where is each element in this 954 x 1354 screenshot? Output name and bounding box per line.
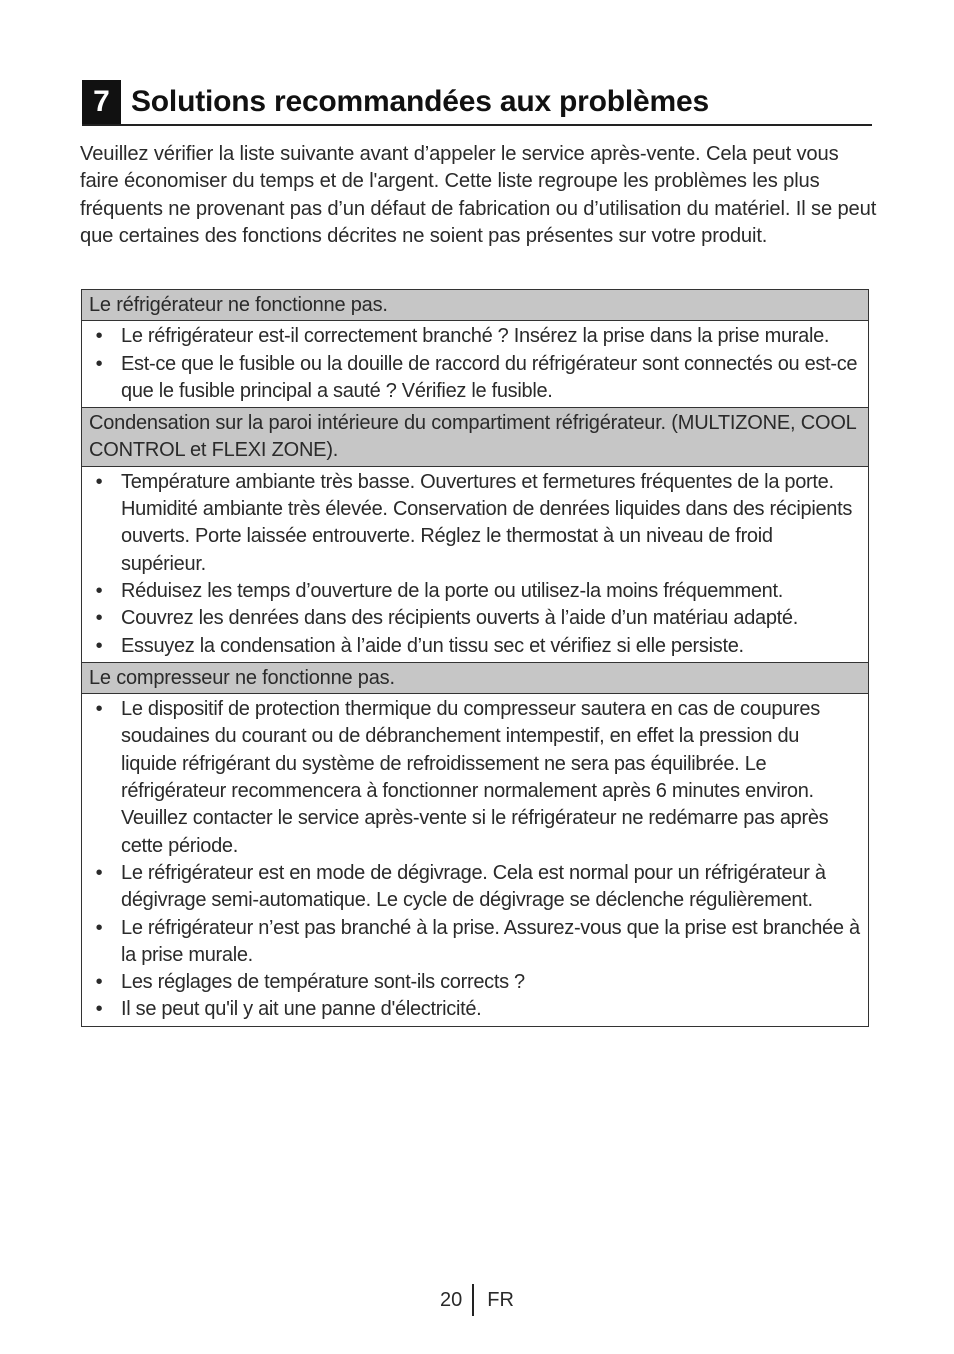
solution-item (89, 469, 860, 578)
solution-item (89, 915, 860, 970)
solution-text: Température ambiante très basse. Ouvertures et fermetures fréquentes de la porte. Humidité ambiante très élevée. Conservation de denrées liquides dans des récipients ouverts. Porte laissée entrouverte. Réglez le thermostat à un niveau de froid supérieur. (121, 470, 853, 575)
bullet-icon: • (95, 579, 103, 602)
solution-list (82, 321, 868, 408)
solution-text: Couvrez les denrées dans des récipients ouverts à l’aide d’un matériau adapté. (121, 607, 799, 630)
solution-item (89, 633, 860, 660)
solution-list (82, 467, 868, 663)
bullet-icon: • (95, 352, 103, 375)
solution-item (89, 323, 860, 350)
page-title: Solutions recommandées aux problèmes (131, 85, 709, 118)
bullet-icon: • (95, 470, 103, 493)
problem-block-2 (82, 408, 868, 663)
bullet-icon: • (95, 916, 103, 939)
solution-item (89, 860, 860, 915)
solution-item (89, 578, 860, 605)
bullet-icon: • (95, 998, 103, 1021)
solution-item (89, 969, 860, 996)
solution-text: Le réfrigérateur est-il correctement branché ? Insérez la prise dans la prise murale. (121, 325, 830, 348)
problem-block-1 (82, 290, 868, 408)
problem-title: Le compresseur ne fonctionne pas. (82, 663, 868, 694)
solution-text: Essuyez la condensation à l’aide d’un tissu sec et vérifiez si elle persiste. (121, 634, 744, 657)
section-number-badge: 7 (82, 80, 121, 124)
solution-item (89, 351, 860, 406)
problem-title: Le réfrigérateur ne fonctionne pas. (82, 290, 868, 321)
page-number: 20 (440, 1288, 463, 1311)
solution-text: Le dispositif de protection thermique du compresseur sautera en cas de coupures soudaines du courant ou de débranchement intempestif, en effet la pression du liquide réfrigérant du système de refroidissement ne sera pas équilibrée. Le réfrigérateur recommencera à fonctionner normalement après 6 minutes environ. Veuillez contacter le service après-vente si le réfrigérateur ne redémarre pas après cette période. (121, 698, 829, 857)
solution-text: Le réfrigérateur est en mode de dégivrage. Cela est normal pour un réfrigérateur à dégivrage semi-automatique. Le cycle de dégivrage se déclenche régulièrement. (121, 861, 826, 912)
intro-paragraph: Veuillez vérifier la liste suivante avant d’appeler le service après-vente. Cela peut vous faire économiser du temps et de l'argent. Cette liste regroupe les problèmes les plus fréquents ne provenant pas d’un défaut de fabrication ou d’utilisation du matériel. Il se peut que certaines des fonctions décrites ne soient pas présentes sur votre produit. (80, 143, 877, 248)
language-code: FR (487, 1288, 514, 1311)
solution-text: Le réfrigérateur n’est pas branché à la prise. Assurez-vous que la prise est branchée à la prise murale. (121, 916, 860, 966)
solution-item (89, 605, 860, 632)
solution-text: Est-ce que le fusible ou la douille de raccord du réfrigérateur sont connectés ou est-ce que le fusible principal a sauté ? Vérifiez le fusible. (121, 352, 858, 402)
bullet-icon: • (95, 698, 103, 721)
solution-text: Réduisez les temps d’ouverture de la porte ou utilisez-la moins fréquemment. (121, 579, 783, 602)
problem-title: Condensation sur la paroi intérieure du compartiment réfrigérateur. (MULTIZONE, COOL CONTROL et FLEXI ZONE). (82, 408, 868, 467)
problem-block-3 (82, 663, 868, 1026)
solution-item (89, 996, 860, 1023)
bullet-icon: • (95, 861, 103, 884)
solution-text: Il se peut qu'il y ait une panne d'électricité. (121, 998, 482, 1021)
solution-item (89, 696, 860, 860)
solution-list (82, 694, 868, 1026)
bullet-icon: • (95, 971, 103, 994)
section-header (82, 80, 872, 126)
page-footer (0, 1284, 954, 1316)
troubleshooting-table (81, 289, 869, 1027)
bullet-icon: • (95, 607, 103, 630)
bullet-icon: • (95, 634, 103, 657)
solution-text: Les réglages de température sont-ils corrects ? (121, 971, 525, 994)
bullet-icon: • (95, 325, 103, 348)
